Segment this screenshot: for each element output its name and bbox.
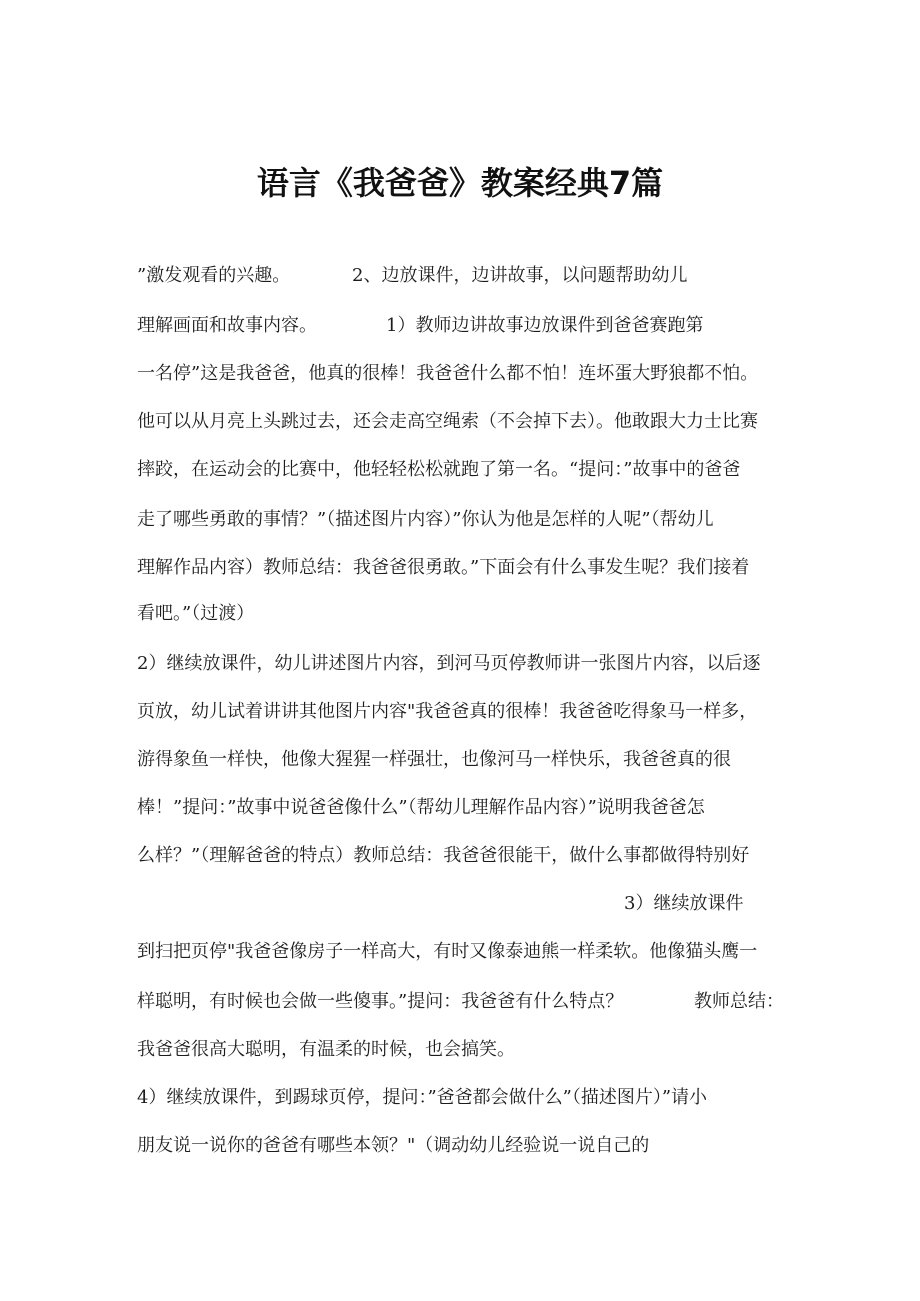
text-line: 朋友说一说你的爸爸有哪些本领？"（调动幼儿经验说一说自己的 [137,1135,650,1156]
text-line: 么样？”（理解爸爸的特点）教师总结：我爸爸很能干，做什么事都做得特别好 [137,845,750,866]
text-line: 2、边放课件，边讲故事，以问题帮助幼儿 [352,265,688,286]
text-line: 走了哪些勇敢的事情？”（描述图片内容）”你认为他是怎样的人呢”（帮幼儿 [137,509,714,530]
text-line: 理解作品内容）教师总结：我爸爸很勇敢。”下面会有什么事发生呢？我们接着 [137,557,750,578]
text-line: 2）继续放课件，幼儿讲述图片内容，到河马页停教师讲一张图片内容，以后逐 [137,653,761,674]
document-title: 语言《我爸爸》教案经典7篇 [256,164,664,202]
text-line: 我爸爸很高大聪明，有温柔的时候，也会搞笑。 [137,1039,515,1060]
text-line: 3）继续放课件 [624,893,744,914]
text-line: 到扫把页停"我爸爸像房子一样高大，有时又像泰迪熊一样柔软。他像猫头鹰一 [137,941,758,962]
text-line: 理解画面和故事内容。 [137,315,317,336]
text-line: 他可以从月亮上头跳过去，还会走高空绳索（不会掉下去）。他敢跟大力士比赛 [137,411,758,432]
text-line: 样聪明，有时候也会做一些傻事。”提问：我爸爸有什么特点？ [137,991,624,1012]
text-line: 一名停”这是我爸爸，他真的很棒！我爸爸什么都不怕！连坏蛋大野狼都不怕。 [137,363,759,384]
text-line: 看吧。”（过渡） [137,603,255,624]
text-line: 游得象鱼一样快，他像大猩猩一样强壮，也像河马一样快乐，我爸爸真的很 [137,749,731,770]
text-line: ”激发观看的兴趣。 [137,265,291,286]
text-line: 摔跤，在运动会的比赛中，他轻轻松松就跑了第一名。“提问：”故事中的爸爸 [137,459,741,480]
text-line: 页放，幼儿试着讲讲其他图片内容"我爸爸真的很棒！我爸爸吃得象马一样多， [137,701,758,722]
text-line: 教师总结： [694,991,784,1012]
text-line: 4）继续放课件，到踢球页停，提问：”爸爸都会做什么”（描述图片）”请小 [137,1087,708,1108]
text-line: 1）教师边讲故事边放课件到爸爸赛跑第 [386,315,704,336]
text-line: 棒！”提问：”故事中说爸爸像什么”（帮幼儿理解作品内容）”说明我爸爸怎 [137,797,705,818]
